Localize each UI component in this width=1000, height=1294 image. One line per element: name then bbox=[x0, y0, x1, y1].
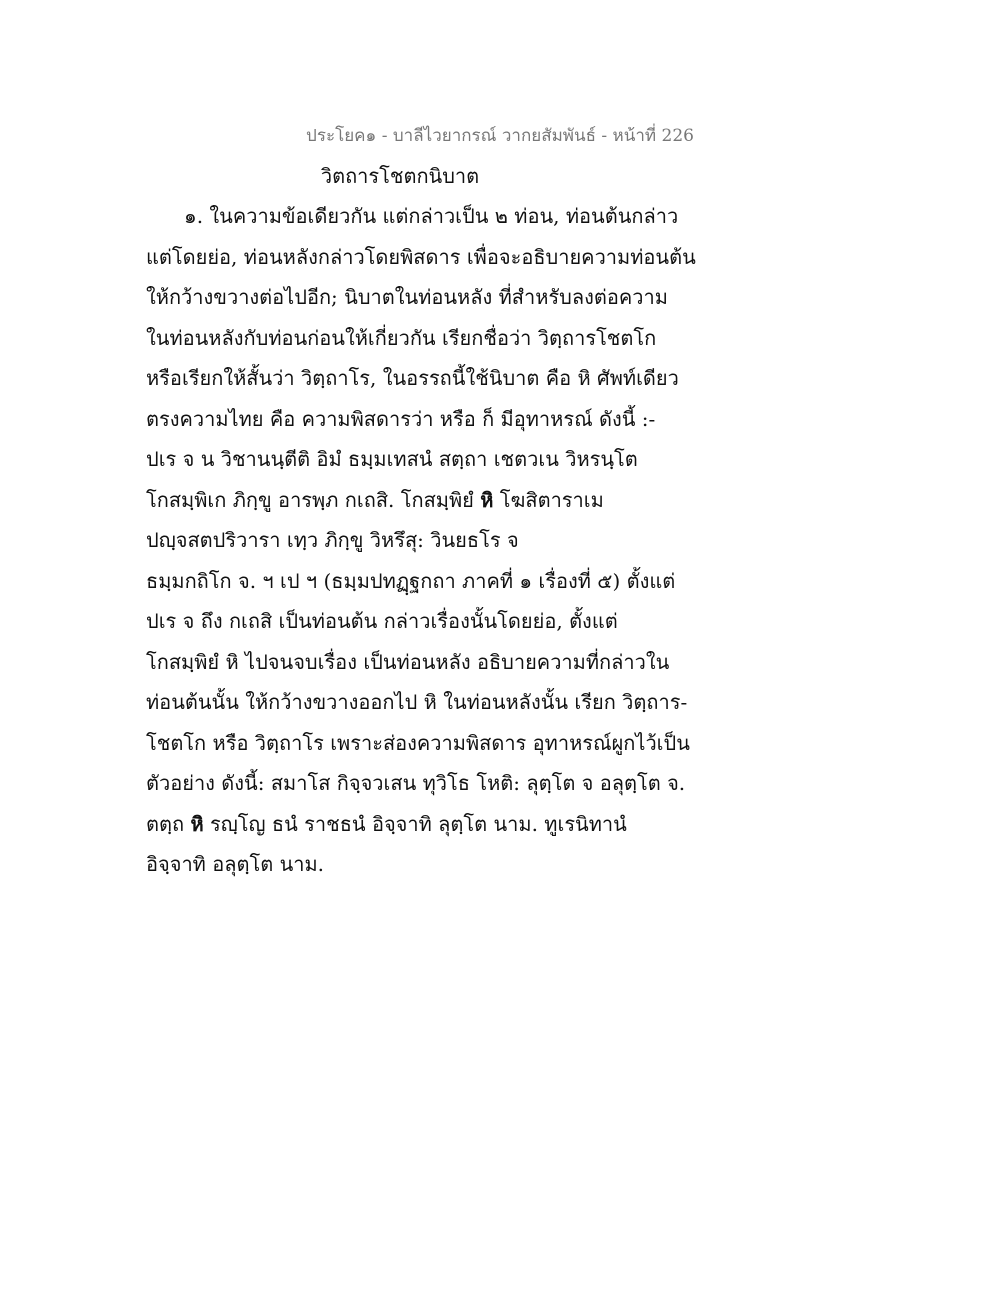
text-line: ปเร จ ถึง กเถสิ เป็นท่อนต้น กล่าวเรื่องนั้นโดยย่อ, ตั้งแต่ bbox=[146, 609, 618, 633]
text-line: ๑. ในความข้อเดียวกัน แต่กล่าวเป็น ๒ ท่อน, ท่อนต้นกล่าว bbox=[184, 204, 679, 228]
text-line: หรือเรียกให้สั้นว่า วิตฺถาโร, ในอรรถนี้ใช้นิบาต คือ หิ ศัพท์เดียว bbox=[146, 366, 679, 390]
text-line: อิจฺจาทิ อลุตฺโต นาม. bbox=[146, 852, 325, 876]
section-title: วิตถารโชตกนิบาต bbox=[320, 164, 480, 188]
emphasized-particle: หิ bbox=[480, 487, 494, 512]
text-line: ท่อนต้นนั้น ให้กว้างขวางออกไป หิ ในท่อนหลังนั้น เรียก วิตฺถาร- bbox=[146, 690, 688, 714]
text-line: ปเร จ น วิชานนฺตีติ อิมํ ธมฺมเทสนํ สตฺถา เชตวเน วิหรนฺโต bbox=[146, 447, 638, 471]
text-line: ตรงความไทย คือ ความพิสดารว่า หรือ ก็ มีอุทาหรณ์ ดังนี้ :- bbox=[146, 406, 656, 431]
text-segment: โกสมฺพิเก ภิกฺขู อารพฺภ กเถสิ. โกสมฺพิยํ bbox=[146, 487, 481, 512]
text-line: ให้กว้างขวางต่อไปอีก; นิบาตในท่อนหลัง ที่สำหรับลงต่อความ bbox=[146, 285, 668, 309]
text-line: โกสมฺพิยํ หิ ไปจนจบเรื่อง เป็นท่อนหลัง อธิบายความที่กล่าวใน bbox=[146, 649, 670, 674]
text-line: ตัวอย่าง ดังนี้: สมาโส กิจฺจวเสน ทุวิโธ โหติ: ลุตฺโต จ อลุตฺโต จ. bbox=[146, 771, 686, 795]
text-segment: ตตฺถ bbox=[146, 811, 191, 836]
text-line: ปญฺจสตปริวารา เทฺว ภิกฺขู วิหรึสุ: วินยธโร จ bbox=[146, 528, 519, 552]
text-line bbox=[146, 480, 706, 521]
emphasized-particle: หิ bbox=[190, 811, 204, 836]
running-header: ประโยค๑ - บาลีไวยากรณ์ วากยสัมพันธ์ - หน้าที่ 226 bbox=[306, 126, 694, 146]
text-segment: รญฺโญ ธนํ ราชธนํ อิจฺจาทิ ลุตฺโต นาม. ทูเรนิทานํ bbox=[203, 811, 627, 836]
text-line bbox=[146, 804, 706, 845]
text-segment: โฆสิตาราเม bbox=[493, 487, 604, 512]
text-line: ในท่อนหลังกับท่อนก่อนให้เกี่ยวกัน เรียกชื่อว่า วิตฺถารโชตโก bbox=[146, 325, 657, 350]
text-line: ธมฺมกถิโก จ. ฯ เป ฯ (ธมฺมปทฏฺฐกถา ภาคที่ ๑ เรื่องที่ ๕) ตั้งแต่ bbox=[146, 568, 676, 593]
body-text bbox=[146, 196, 706, 885]
text-line: แต่โดยย่อ, ท่อนหลังกล่าวโดยพิสดาร เพื่อจะอธิบายความท่อนต้น bbox=[146, 244, 696, 269]
text-line: โชตโก หรือ วิตฺถาโร เพราะส่องความพิสดาร อุทาหรณ์ผูกไว้เป็น bbox=[146, 730, 690, 755]
